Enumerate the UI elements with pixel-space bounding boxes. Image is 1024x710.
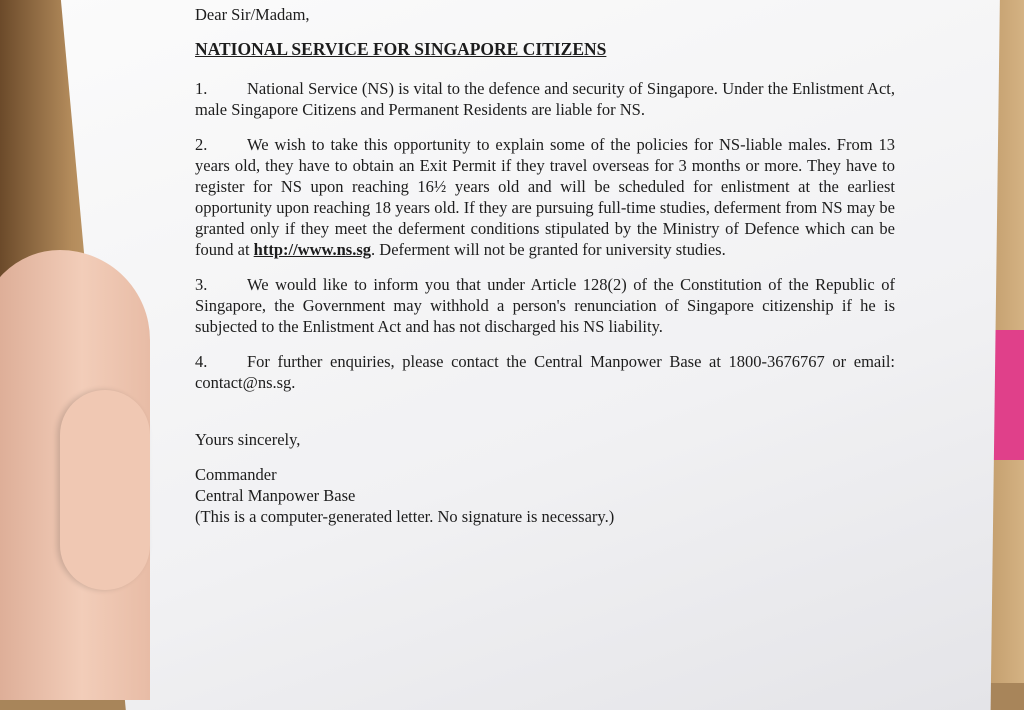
paragraph-2 bbox=[195, 134, 895, 260]
computer-generated-note: (This is a computer-generated letter. No signature is necessary.) bbox=[195, 507, 615, 526]
paragraph-number: 1. bbox=[195, 79, 208, 98]
letter-title: NATIONAL SERVICE FOR SINGAPORE CITIZENS bbox=[195, 39, 607, 59]
paragraph-text: National Service (NS) is vital to the defence and security of Singapore. Under the Enlistment Act, male Singapore Citizens and Permanent Residents are liable for NS. bbox=[195, 79, 895, 119]
paragraph-number: 4. bbox=[195, 352, 208, 371]
paragraph-4 bbox=[195, 351, 895, 393]
signatory-org: Central Manpower Base bbox=[195, 486, 356, 505]
paragraph-text: We would like to inform you that under Article 128(2) of the Constitution of the Republic of Singapore, the Government may withhold a person's renunciation of Singapore citizenship if he is subjected to the Enlistment Act and has not discharged his NS liability. bbox=[195, 275, 895, 336]
signatory-title: Commander bbox=[195, 465, 277, 484]
paragraph-text: For further enquiries, please contact the Central Manpower Base at 1800-3676767 or email: contact@ns.sg. bbox=[195, 352, 895, 392]
salutation: Dear Sir/Madam, bbox=[195, 5, 310, 24]
paragraph-text: We wish to take this opportunity to explain some of the policies for NS-liable males. From 13 years old, they have to obtain an Exit Permit if they travel overseas for 3 months or more. They have to register for NS upon reaching 16½ years old and will be scheduled for enlistment at the earliest opportunity upon reaching 18 years old. If they are pursuing full-time studies, deferment from NS may be granted only if they meet the deferment conditions stipulated by the Ministry of Defence which can be found at bbox=[195, 135, 895, 259]
paragraph-text: . Deferment will not be granted for university studies. bbox=[371, 240, 726, 259]
thumb bbox=[60, 390, 150, 590]
paragraph-number: 3. bbox=[195, 275, 208, 294]
ns-website-link[interactable]: http://www.ns.sg bbox=[253, 240, 372, 259]
letter-content bbox=[195, 4, 895, 527]
paragraph-1 bbox=[195, 78, 895, 120]
paragraph-number: 2. bbox=[195, 135, 208, 154]
paragraph-3 bbox=[195, 274, 895, 337]
closing: Yours sincerely, bbox=[195, 430, 301, 449]
